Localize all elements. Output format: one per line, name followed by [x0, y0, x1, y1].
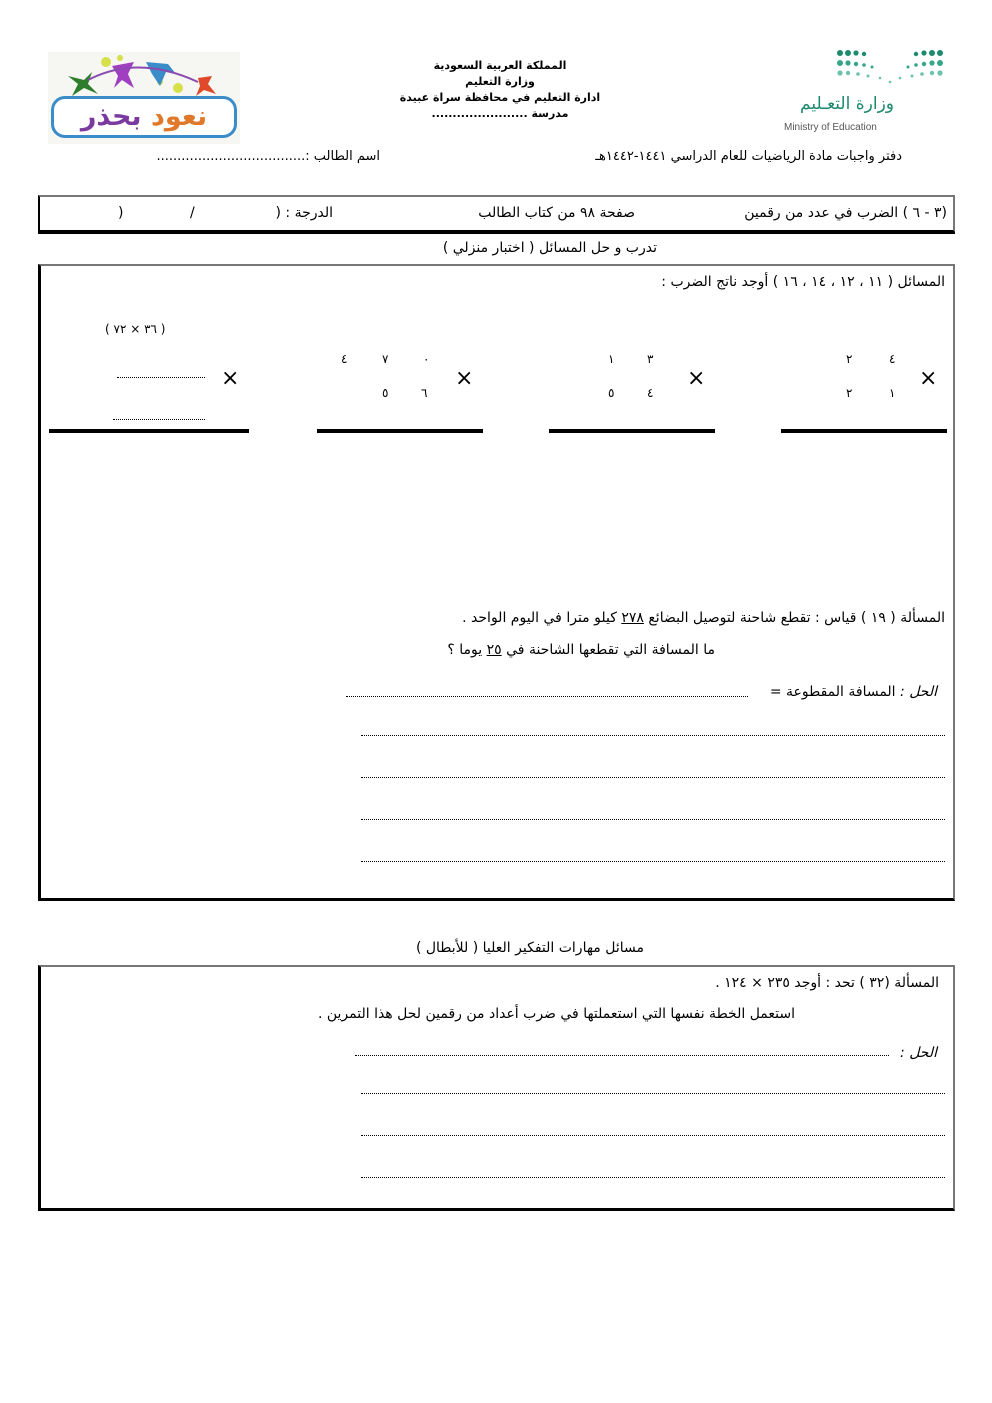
textbook-page-ref: صفحة ٩٨ من كتاب الطالب [478, 205, 635, 221]
digit: ٥ [382, 386, 389, 400]
lesson-title: (٣ - ٦ ) الضرب في عدد من رقمين [744, 205, 947, 221]
children-illustration-icon [48, 52, 240, 100]
solution-line-4[interactable] [361, 1177, 945, 1178]
lesson-bar [38, 195, 955, 232]
digit: ١ [608, 352, 615, 366]
solution-line-2[interactable] [361, 777, 945, 778]
question-19-line-2: ما المسافة التي تقطعها الشاحنة في ٢٥ يوما ؟ [447, 642, 715, 658]
blank-bottom-factor[interactable] [113, 419, 205, 420]
brand-logo [48, 52, 240, 144]
header-authority-block [380, 58, 620, 122]
digit: ٢ [846, 386, 853, 400]
question-32-instruction: استعمل الخطة نفسها التي استعملتها في ضرب أعداد من رقمين لحل هذا التمرين . [317, 1006, 795, 1022]
answer-line [49, 429, 249, 433]
ministry-logo-arabic: وزارة التعـليم [800, 94, 894, 114]
ministry-logo [780, 44, 950, 139]
solution-line-2[interactable] [361, 1093, 945, 1094]
header-line-ministry: وزارة التعليم [465, 75, 535, 88]
digit: ٣ [647, 352, 654, 366]
digit: ٦ [421, 386, 428, 400]
solution-line-1[interactable] [361, 735, 945, 736]
answer-line [781, 429, 947, 433]
ministry-logo-english: Ministry of Education [784, 122, 877, 133]
question-32-line: المسألة (٣٢ ) تحد : أوجد ٢٣٥ × ١٢٤ . [715, 975, 939, 991]
notebook-title: دفتر واجبات مادة الرياضيات للعام الدراسي ١٤٤١-١٤٤٢هـ [595, 149, 902, 164]
multiply-icon: × [919, 366, 938, 391]
ministry-dots-icon [836, 48, 946, 88]
blank-top-factor[interactable] [117, 377, 205, 378]
question-19-line-1: المسألة ( ١٩ ) قياس : تقطع شاحنة لتوصيل البضائع ٢٧٨ كيلو مترا في اليوم الواحد . [462, 610, 945, 626]
answer-line [317, 429, 483, 433]
brand-logo-frame [51, 96, 237, 138]
brand-logo-text: نعود بحذر [80, 101, 208, 132]
digit: ١ [889, 386, 896, 400]
header-line-kingdom: المملكة العربية السعودية [433, 59, 567, 72]
hot-section-title: مسائل مهارات التفكير العليا ( للأبطال ) [415, 940, 644, 956]
practice-section-title: تدرب و حل المسائل ( اختبار منزلي ) [442, 240, 657, 256]
solution-line-3[interactable] [361, 819, 945, 820]
multiply-icon: × [221, 366, 240, 391]
problem-16-hint: ( ٣٦ × ٧٢ ) [105, 322, 166, 336]
solution-line-3[interactable] [361, 1135, 945, 1136]
grade-slash[interactable]: / [190, 205, 195, 221]
answer-line [549, 429, 715, 433]
practice-instruction: المسائل ( ١١ ، ١٢ ، ١٤ ، ١٦ ) أوجد ناتج الضرب : [661, 274, 945, 290]
student-name-field[interactable]: اسم الطالب :.................................... [156, 149, 380, 164]
digit: ٢ [846, 352, 853, 366]
digit: ٠ [423, 352, 430, 366]
digit: ٥ [608, 386, 615, 400]
hot-box [38, 965, 955, 1211]
distance-per-day-value: ٢٧٨ [621, 610, 644, 626]
header-line-directorate: ادارة التعليم في محافظة سراة عبيدة [399, 91, 601, 104]
solution-answer-blank[interactable] [346, 696, 748, 697]
digit: ٧ [382, 352, 389, 366]
digit: ٤ [647, 386, 654, 400]
practice-box [38, 264, 955, 901]
question-19-solution-label: الحل : المسافة المقطوعة = [769, 684, 937, 700]
digit: ٤ [889, 352, 896, 366]
grade-label: الدرجة : ( [275, 205, 333, 221]
question-32-solution-label: الحل : [900, 1045, 937, 1061]
grade-close: ) [118, 205, 124, 221]
multiply-icon: × [455, 366, 474, 391]
solution-line-4[interactable] [361, 861, 945, 862]
solution-line-1[interactable] [355, 1055, 889, 1056]
days-value: ٢٥ [486, 642, 502, 658]
digit: ٤ [341, 352, 348, 366]
header-line-school: مدرسة ....................... [431, 107, 569, 120]
multiply-icon: × [687, 366, 706, 391]
